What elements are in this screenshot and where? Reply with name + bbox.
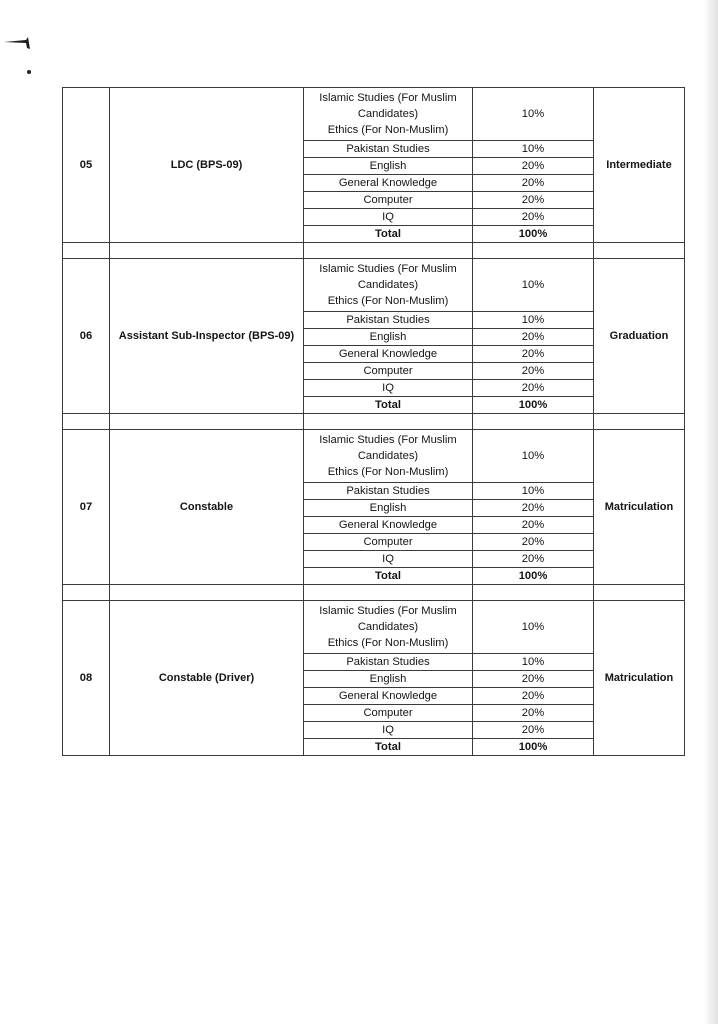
total-label bbox=[304, 397, 473, 414]
subject-percentage: 20% bbox=[473, 517, 594, 534]
subject-percentage: 10% bbox=[473, 654, 594, 671]
subject-percentage: 20% bbox=[473, 209, 594, 226]
total-label bbox=[304, 226, 473, 243]
spacer-cell bbox=[304, 585, 473, 601]
subject-cell bbox=[304, 175, 473, 192]
total-percentage: 100% bbox=[473, 568, 594, 585]
subject-cell bbox=[304, 329, 473, 346]
subject-cell bbox=[304, 346, 473, 363]
post-name: Constable (Driver) bbox=[110, 601, 304, 756]
serial-number: 07 bbox=[63, 430, 110, 585]
spacer-cell bbox=[63, 585, 110, 601]
subject-percentage: 10% bbox=[473, 312, 594, 329]
subject-percentage: 20% bbox=[473, 346, 594, 363]
subject-line: Total bbox=[375, 741, 401, 753]
subject-line: Total bbox=[375, 228, 401, 240]
subject-cell bbox=[304, 705, 473, 722]
subject-cell bbox=[304, 141, 473, 158]
table-row bbox=[63, 601, 685, 654]
subject-cell bbox=[304, 722, 473, 739]
subject-cell bbox=[304, 158, 473, 175]
subject-cell bbox=[304, 380, 473, 397]
subject-cell bbox=[304, 688, 473, 705]
subject-cell bbox=[304, 192, 473, 209]
subject-line: Candidates) bbox=[357, 108, 419, 120]
subject-line: Total bbox=[375, 399, 401, 411]
subject-line: English bbox=[369, 331, 407, 343]
post-name: Constable bbox=[110, 430, 304, 585]
spacer-cell bbox=[594, 243, 685, 259]
qualification: Matriculation bbox=[594, 601, 685, 756]
subject-percentage: 20% bbox=[473, 551, 594, 568]
spacer-row bbox=[63, 243, 685, 259]
subject-line: Islamic Studies (For Muslim bbox=[319, 434, 457, 446]
spacer-cell bbox=[304, 243, 473, 259]
subject-line: English bbox=[369, 673, 407, 685]
subject-line: English bbox=[369, 502, 407, 514]
spacer-cell bbox=[473, 243, 594, 259]
subject-line: General Knowledge bbox=[338, 348, 438, 360]
subject-line: Candidates) bbox=[357, 450, 419, 462]
subject-cell bbox=[304, 551, 473, 568]
subject-cell bbox=[304, 483, 473, 500]
total-percentage: 100% bbox=[473, 397, 594, 414]
subject-line: IQ bbox=[382, 211, 394, 223]
subject-percentage: 20% bbox=[473, 722, 594, 739]
scan-edge-shadow bbox=[704, 0, 718, 1024]
subject-line: Computer bbox=[363, 365, 413, 377]
spacer-cell bbox=[110, 243, 304, 259]
subject-cell bbox=[304, 312, 473, 329]
subject-line: Candidates) bbox=[357, 621, 419, 633]
subject-cell bbox=[304, 209, 473, 226]
subject-percentage: 20% bbox=[473, 380, 594, 397]
subject-line: Islamic Studies (For Muslim bbox=[319, 92, 457, 104]
subject-line: Pakistan Studies bbox=[346, 314, 430, 326]
subject-line: Pakistan Studies bbox=[346, 485, 430, 497]
subject-percentage: 10% bbox=[473, 483, 594, 500]
subject-percentage: 10% bbox=[473, 88, 594, 141]
subject-line: Islamic Studies (For Muslim bbox=[319, 263, 457, 275]
subject-cell bbox=[304, 517, 473, 534]
subject-line: IQ bbox=[382, 724, 394, 736]
subject-percentage: 20% bbox=[473, 175, 594, 192]
exam-syllabus-table bbox=[62, 87, 685, 756]
subject-cell bbox=[304, 430, 473, 483]
subject-cell bbox=[304, 259, 473, 312]
subject-cell bbox=[304, 534, 473, 551]
subject-line: Candidates) bbox=[357, 279, 419, 291]
spacer-row bbox=[63, 585, 685, 601]
qualification: Graduation bbox=[594, 259, 685, 414]
table-row bbox=[63, 430, 685, 483]
subject-percentage: 20% bbox=[473, 534, 594, 551]
subject-line: General Knowledge bbox=[338, 690, 438, 702]
subject-percentage: 20% bbox=[473, 363, 594, 380]
subject-line: General Knowledge bbox=[338, 519, 438, 531]
subject-cell bbox=[304, 363, 473, 380]
serial-number: 05 bbox=[63, 88, 110, 243]
subject-cell bbox=[304, 601, 473, 654]
spacer-row bbox=[63, 414, 685, 430]
subject-percentage: 10% bbox=[473, 601, 594, 654]
total-percentage: 100% bbox=[473, 739, 594, 756]
table-row bbox=[63, 259, 685, 312]
spacer-cell bbox=[63, 243, 110, 259]
spacer-cell bbox=[110, 414, 304, 430]
subject-percentage: 20% bbox=[473, 688, 594, 705]
total-percentage: 100% bbox=[473, 226, 594, 243]
subject-percentage: 20% bbox=[473, 192, 594, 209]
subject-line: Ethics (For Non-Muslim) bbox=[327, 295, 449, 307]
subject-percentage: 10% bbox=[473, 259, 594, 312]
scan-artifact-icon bbox=[4, 36, 34, 50]
subject-line: Computer bbox=[363, 707, 413, 719]
subject-percentage: 20% bbox=[473, 158, 594, 175]
spacer-cell bbox=[473, 585, 594, 601]
spacer-cell bbox=[110, 585, 304, 601]
subject-percentage: 20% bbox=[473, 705, 594, 722]
serial-number: 08 bbox=[63, 601, 110, 756]
subject-line: Ethics (For Non-Muslim) bbox=[327, 637, 449, 649]
subject-line: Ethics (For Non-Muslim) bbox=[327, 124, 449, 136]
spacer-cell bbox=[473, 414, 594, 430]
subject-cell bbox=[304, 671, 473, 688]
subject-line: IQ bbox=[382, 382, 394, 394]
subject-line: English bbox=[369, 160, 407, 172]
subject-percentage: 10% bbox=[473, 141, 594, 158]
subject-line: General Knowledge bbox=[338, 177, 438, 189]
post-name: LDC (BPS-09) bbox=[110, 88, 304, 243]
subject-cell bbox=[304, 654, 473, 671]
subject-line: Computer bbox=[363, 536, 413, 548]
spacer-cell bbox=[63, 414, 110, 430]
subject-line: Ethics (For Non-Muslim) bbox=[327, 466, 449, 478]
subject-line: Pakistan Studies bbox=[346, 656, 430, 668]
subject-percentage: 10% bbox=[473, 430, 594, 483]
table-row bbox=[63, 88, 685, 141]
total-label bbox=[304, 739, 473, 756]
spacer-cell bbox=[304, 414, 473, 430]
subject-cell bbox=[304, 500, 473, 517]
spacer-cell bbox=[594, 414, 685, 430]
subject-line: Computer bbox=[363, 194, 413, 206]
spacer-cell bbox=[594, 585, 685, 601]
subject-percentage: 20% bbox=[473, 500, 594, 517]
subject-line: Islamic Studies (For Muslim bbox=[319, 605, 457, 617]
post-name: Assistant Sub-Inspector (BPS-09) bbox=[110, 259, 304, 414]
subject-percentage: 20% bbox=[473, 329, 594, 346]
qualification: Matriculation bbox=[594, 430, 685, 585]
total-label bbox=[304, 568, 473, 585]
subject-line: IQ bbox=[382, 553, 394, 565]
serial-number: 06 bbox=[63, 259, 110, 414]
subject-line: Pakistan Studies bbox=[346, 143, 430, 155]
subject-percentage: 20% bbox=[473, 671, 594, 688]
subject-line: Total bbox=[375, 570, 401, 582]
qualification: Intermediate bbox=[594, 88, 685, 243]
subject-cell bbox=[304, 88, 473, 141]
scan-dot-icon bbox=[27, 70, 31, 74]
